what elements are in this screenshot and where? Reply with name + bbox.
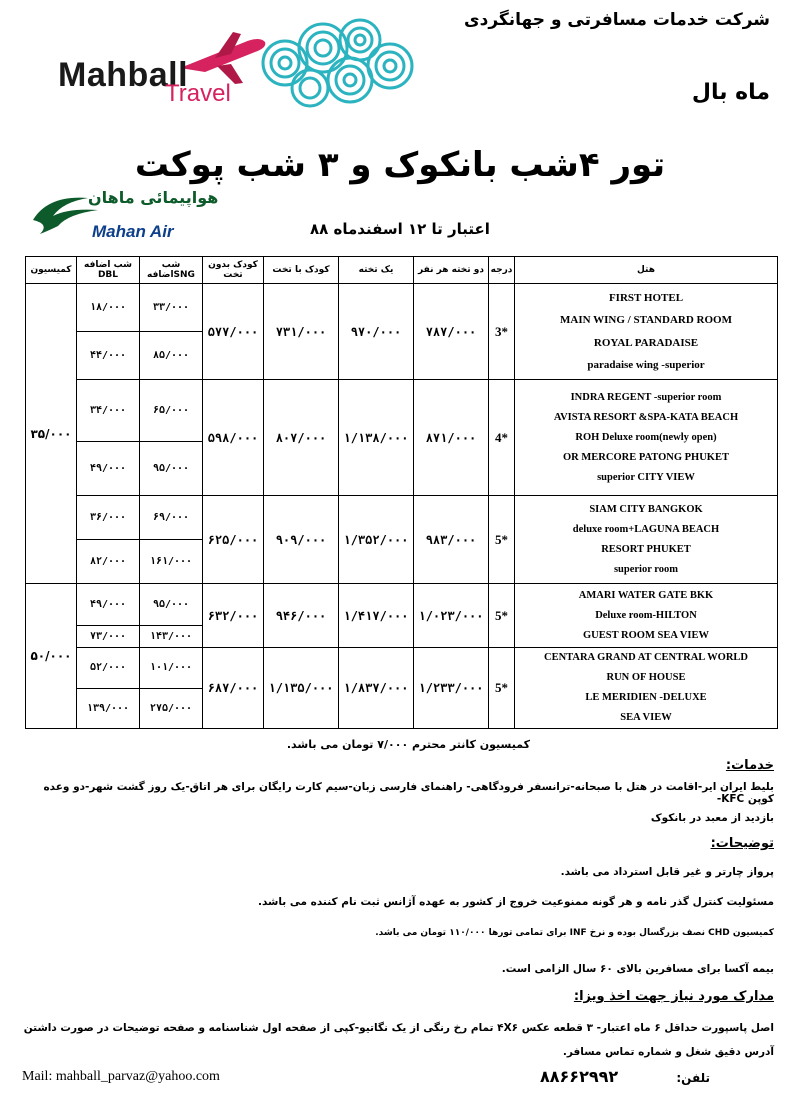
- child-nobed-cell: ۵۹۸/۰۰۰: [203, 380, 264, 496]
- double-cell: ۱/۲۳۳/۰۰۰: [414, 648, 489, 729]
- extra-dbl-cell: ۱۳۹/۰۰۰: [77, 688, 140, 729]
- grade-cell: 5*: [489, 584, 515, 648]
- extra-sgl-cell: ۳۳/۰۰۰: [140, 284, 203, 332]
- hotel-cell: [515, 496, 778, 584]
- double-cell: ۸۷۱/۰۰۰: [414, 380, 489, 496]
- header-child-bed: کودک با تخت: [264, 257, 339, 284]
- explanation-3: کمیسیون CHD نصف بزرگسال بوده و نرخ INF برای تمامی تورها ۱۱۰/۰۰۰ تومان می باشد.: [375, 928, 774, 938]
- grade-cell: 5*: [489, 496, 515, 584]
- extra-dbl-cell: ۳۶/۰۰۰: [77, 496, 140, 540]
- hotel-cell: [515, 584, 778, 648]
- plane-icon: [175, 28, 270, 88]
- explanation-4: بیمه آکسا برای مسافرین بالای ۶۰ سال الزامی است.: [501, 963, 774, 975]
- table-row: [26, 284, 778, 332]
- extra-dbl-cell: ۴۴/۰۰۰: [77, 332, 140, 380]
- explanation-1: پرواز چارتر و غیر قابل استرداد می باشد.: [560, 866, 774, 878]
- commission-cell: ۳۵/۰۰۰: [26, 284, 77, 584]
- services-title: خدمات:: [725, 758, 774, 773]
- visa-docs-line-2: آدرس دقیق شغل و شماره تماس مسافر.: [562, 1046, 774, 1058]
- hotel-line: paradaise wing -superior: [587, 359, 705, 371]
- grade-cell: 3*: [489, 284, 515, 380]
- hotel-line: deluxe room+LAGUNA BEACH: [572, 523, 720, 535]
- hotel-line: RESORT PHUKET: [601, 543, 691, 555]
- airline-name-fa: هواپیمائی ماهان: [88, 188, 219, 207]
- hotel-line: GUEST ROOM SEA VIEW: [583, 629, 709, 641]
- services-line-2: بازدید از معبد در بانکوک: [650, 812, 774, 824]
- hotel-line: Deluxe room-HILTON: [595, 609, 697, 621]
- single-cell: ۹۷۰/۰۰۰: [339, 284, 414, 380]
- double-cell: ۷۸۷/۰۰۰: [414, 284, 489, 380]
- contact-phone-label: تلفن:: [676, 1071, 710, 1085]
- extra-sgl-cell: ۶۵/۰۰۰: [140, 380, 203, 442]
- hotel-line: superior room: [613, 563, 679, 575]
- hotel-line: SIAM CITY BANGKOK: [589, 503, 703, 515]
- price-table: [25, 256, 778, 729]
- extra-dbl-cell: ۵۲/۰۰۰: [77, 648, 140, 689]
- header-grade: درجه: [489, 257, 515, 284]
- table-header-row: [26, 257, 778, 284]
- header-double: دو تخته هر نفر: [414, 257, 489, 284]
- hotel-line: ROH Deluxe room(newly open): [575, 431, 717, 443]
- extra-dbl-cell: ۴۹/۰۰۰: [77, 442, 140, 496]
- child-nobed-cell: ۶۸۷/۰۰۰: [203, 648, 264, 729]
- single-cell: ۱/۱۳۸/۰۰۰: [339, 380, 414, 496]
- airline-name-en: Mahan Air: [92, 222, 174, 241]
- child-nobed-cell: ۶۲۵/۰۰۰: [203, 496, 264, 584]
- hotel-line: ROYAL PARADAISE: [593, 336, 699, 349]
- hotel-line: RUN OF HOUSE: [606, 672, 686, 683]
- child-bed-cell: ۹۴۶/۰۰۰: [264, 584, 339, 648]
- single-cell: ۱/۳۵۲/۰۰۰: [339, 496, 414, 584]
- logo-text-travel: Travel: [165, 80, 231, 107]
- single-cell: ۱/۴۱۷/۰۰۰: [339, 584, 414, 648]
- hotel-line: FIRST HOTEL: [608, 291, 684, 304]
- explanations-title: توضیحات:: [710, 836, 774, 851]
- header-extra-dbl: شب اضافه DBL: [77, 257, 140, 284]
- child-bed-cell: ۷۳۱/۰۰۰: [264, 284, 339, 380]
- explanation-2: مسئولیت کنترل گذر نامه و هر گونه ممنوعیت خروج از کشور به عهده آژانس ثبت نام کننده می باشد.: [257, 896, 774, 908]
- extra-sgl-cell: ۱۶۱/۰۰۰: [140, 540, 203, 584]
- extra-dbl-cell: ۱۸/۰۰۰: [77, 284, 140, 332]
- table-row: [26, 648, 778, 689]
- counter-commission-note: کمیسیون کانتر محترم ۷/۰۰۰ تومان می باشد.: [286, 738, 530, 751]
- validity-date: اعتبار تا ۱۲ اسفندماه ۸۸: [310, 220, 490, 238]
- table-row: [26, 496, 778, 540]
- child-bed-cell: ۹۰۹/۰۰۰: [264, 496, 339, 584]
- hotel-line: AMARI WATER GATE BKK: [578, 589, 714, 601]
- child-bed-cell: ۸۰۷/۰۰۰: [264, 380, 339, 496]
- grade-cell: 5*: [489, 648, 515, 729]
- header-commission: کمیسیون: [26, 257, 77, 284]
- hotel-line: superior CITY VIEW: [597, 471, 695, 483]
- child-nobed-cell: ۶۳۲/۰۰۰: [203, 584, 264, 648]
- hotel-line: CENTARA GRAND AT CENTRAL WORLD: [543, 652, 748, 663]
- extra-dbl-cell: ۸۲/۰۰۰: [77, 540, 140, 584]
- table-row: [26, 584, 778, 626]
- brand-fa: ماه بال: [691, 80, 770, 105]
- child-nobed-cell: ۵۷۷/۰۰۰: [203, 284, 264, 380]
- hotel-cell: [515, 380, 778, 496]
- header-child-nobed: کودک بدون تخت: [203, 257, 264, 284]
- hotel-line: INDRA REGENT -superior room: [570, 391, 722, 403]
- double-cell: ۱/۰۲۳/۰۰۰: [414, 584, 489, 648]
- hotel-line: SEA VIEW: [620, 712, 672, 723]
- header-extra-sgl: شب اضافهSNG: [140, 257, 203, 284]
- grade-cell: 4*: [489, 380, 515, 496]
- extra-dbl-cell: ۷۳/۰۰۰: [77, 626, 140, 648]
- header-hotel: هتل: [515, 257, 778, 284]
- hotel-line: MAIN WING / STANDARD ROOM: [560, 314, 732, 326]
- contact-phone: ۸۸۶۶۲۹۹۲: [540, 1067, 619, 1086]
- child-bed-cell: ۱/۱۳۵/۰۰۰: [264, 648, 339, 729]
- extra-dbl-cell: ۳۴/۰۰۰: [77, 380, 140, 442]
- logo-text-mahball: Mahball: [58, 56, 189, 94]
- extra-sgl-cell: ۹۵/۰۰۰: [140, 584, 203, 626]
- extra-sgl-cell: ۹۵/۰۰۰: [140, 442, 203, 496]
- single-cell: ۱/۸۳۷/۰۰۰: [339, 648, 414, 729]
- contact-email[interactable]: Mail: mahball_parvaz@yahoo.com: [22, 1069, 220, 1084]
- hotel-cell: [515, 284, 778, 380]
- header-single: یک تخته: [339, 257, 414, 284]
- visa-docs-title: مدارک مورد نیاز جهت اخذ ویزا:: [573, 989, 774, 1004]
- table-row: [26, 380, 778, 442]
- extra-sgl-cell: ۶۹/۰۰۰: [140, 496, 203, 540]
- visa-docs-line-1: اصل پاسپورت حداقل ۶ ماه اعتبار- ۳ قطعه عکس ۴X۶ تمام رخ رنگی از یک نگاتیو-کپی از صفحه اول شناسنامه و صفحه توضیحات در صورت داشتن: [23, 1022, 774, 1034]
- hotel-line: AVISTA RESORT &SPA-KATA BEACH: [553, 411, 739, 423]
- hotel-cell: [515, 648, 778, 729]
- double-cell: ۹۸۳/۰۰۰: [414, 496, 489, 584]
- commission-cell: ۵۰/۰۰۰: [26, 584, 77, 729]
- extra-sgl-cell: ۱۴۳/۰۰۰: [140, 626, 203, 648]
- extra-sgl-cell: ۸۵/۰۰۰: [140, 332, 203, 380]
- hotel-line: LE MERIDIEN -DELUXE: [585, 692, 707, 703]
- logo-swirl-icon: [255, 18, 425, 113]
- extra-dbl-cell: ۴۹/۰۰۰: [77, 584, 140, 626]
- tour-title: تور ۴شب بانکوک و ۳ شب پوکت: [134, 145, 666, 185]
- hotel-line: OR MERCORE PATONG PHUKET: [563, 451, 729, 463]
- extra-sgl-cell: ۱۰۱/۰۰۰: [140, 648, 203, 689]
- extra-sgl-cell: ۲۷۵/۰۰۰: [140, 688, 203, 729]
- company-name: شرکت خدمات مسافرتی و جهانگردی: [464, 10, 770, 30]
- services-line-1: بلیط ایران ایر-اقامت در هتل با صبحانه-ترانسفر فرودگاهی- راهنمای فارسی زبان-سیم کارت رایگان برای هر اتاق-یک روز گشت شهر-دو وعده کوپن KFC-: [43, 781, 774, 805]
